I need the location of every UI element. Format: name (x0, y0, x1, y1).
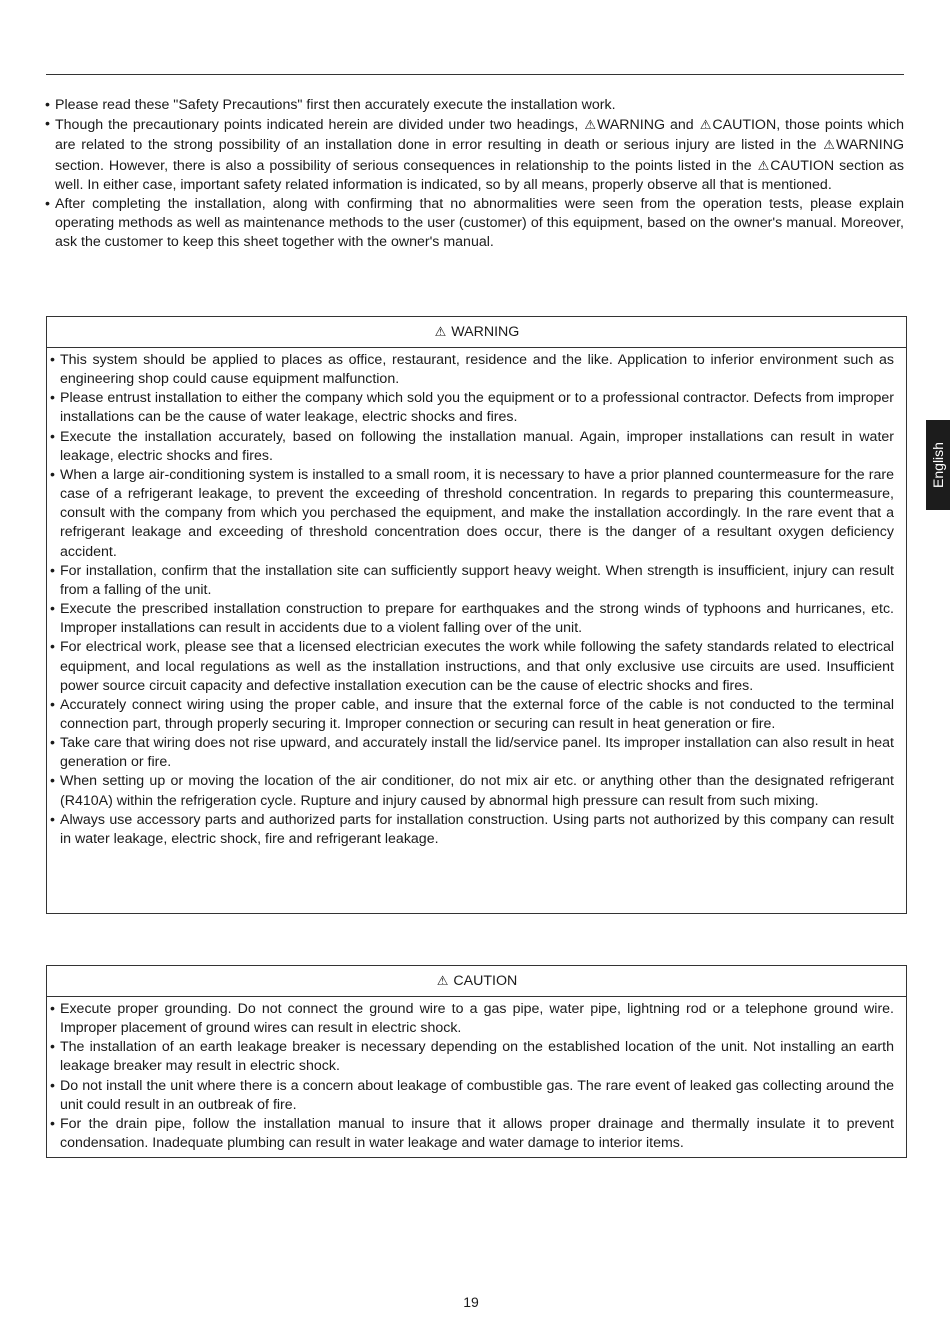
warning-list (47, 348, 906, 855)
language-tab-label: English (930, 442, 947, 488)
warning-item: • Execute the installation accurately, based on following the installation manual. Again, improper installations can result in water leakage, electric shocks and fires. (51, 428, 894, 466)
warning-header (47, 317, 906, 348)
warning-item: • Please entrust installation to either the company which sold you the equipment or to a professional contractor. Defects from improper installations can be the cause of water leakage, electric shocks and fires. (51, 389, 894, 427)
warning-item: • When a large air-conditioning system is installed to a small room, it is necessary to have a prior planned countermeasure for the rare case of a refrigerant leakage, to prevent the exceeding of threshold concentration. In regards to preparing this countermeasure, consult with the company from which you perchased the equipment, and make the installation accordingly. In the rare event that a refrigerant leakage and exceeding of threshold concentration does occur, there is the danger of a resultant oxygen deficiency accident. (51, 466, 894, 562)
language-tab (926, 420, 950, 510)
intro-text: Though the precautionary points indicated herein are divided under two headings, (55, 117, 584, 134)
warning-item: • Always use accessory parts and authorized parts for installation construction. Using parts not authorized by this company can result in water leakage, electric shock, fire and refrigerant leakage. (51, 811, 894, 849)
warning-triangle-icon: ⚠ (434, 324, 447, 339)
caution-header (47, 966, 906, 997)
top-divider (46, 74, 904, 75)
warning-title: WARNING (451, 324, 520, 340)
caution-item: • Execute proper grounding. Do not connect the ground wire to a gas pipe, water pipe, lightning rod or a telephone ground wire. Improper placement of ground wires can result in electric shock. (51, 1000, 894, 1038)
caution-box (46, 965, 907, 1158)
warning-triangle-icon: ⚠ (699, 117, 712, 133)
warning-triangle-icon: ⚠ (823, 137, 835, 153)
warning-item: • When setting up or moving the location of the air conditioner, do not mix air etc. or anything other than the designated refrigerant (R410A) within the refrigeration cycle. Rupture and injury caused by abnormal high pressure can result from such mixing. (51, 772, 894, 810)
intro-caution-label: CAUTION (712, 117, 777, 134)
warning-item: • For electrical work, please see that a licensed electrician executes the work while following the safety standards related to electrical equipment, and local regulations as well as the installation instructions, and that only exclusive use circuits are used. Insufficient power source circuit capacity and defective installation execution can be the cause of electric shocks and fires. (51, 638, 894, 695)
warning-triangle-icon: ⚠ (584, 117, 596, 133)
caution-title: CAUTION (453, 973, 518, 989)
warning-item: • Execute the prescribed installation construction to prepare for earthquakes and the strong winds of typhoons and hurricanes, etc. Improper installations can result in accidents due to a violent falling over of the unit. (51, 600, 894, 638)
intro-item: • After completing the installation, along with confirming that no abnormalities were seen from the operation tests, please explain operating methods as well as maintenance methods to the user (customer) of this equipment, based on the owner's manual. Moreover, ask the customer to keep this sheet together with the owner's manual. (46, 195, 904, 253)
warning-triangle-icon: ⚠ (436, 973, 449, 988)
page-number: 19 (463, 1294, 479, 1310)
warning-box (46, 316, 907, 914)
warning-item: • Accurately connect wiring using the proper cable, and insure that the external force of the cable is not conducted to the terminal connection part, through properly securing it. Improper connection or securing can result in heat generation or fire. (51, 696, 894, 734)
intro-item: • Please read these "Safety Precautions" first then accurately execute the installation work. (46, 96, 904, 115)
intro-item (46, 115, 904, 195)
warning-triangle-icon: ⚠ (757, 157, 770, 173)
warning-item: • For installation, confirm that the installation site can sufficiently support heavy weight. When strength is insufficient, injury can result from a falling of the unit. (51, 562, 894, 600)
warning-item: • This system should be applied to places as office, restaurant, residence and the like. Application to inferior environment such as engineering shop could cause equipment malfunction. (51, 351, 894, 389)
caution-item: • Do not install the unit where there is a concern about leakage of combustible gas. The rare event of leaked gas collecting around the unit could result in an outbreak of fire. (51, 1077, 894, 1115)
caution-item: • For the drain pipe, follow the installation manual to insure that it allows proper drainage and thermally insulate it to prevent condensation. Inadequate plumbing can result in water leakage and water damage to interior items. (51, 1115, 894, 1153)
intro-caution-label: CAUTION (770, 157, 835, 174)
warning-item: • Take care that wiring does not rise upward, and accurately install the lid/service panel. Its improper installation can also result in heat generation or fire. (51, 734, 894, 772)
intro-text: section. However, there is also a possibility of serious consequences in relationship to the points listed in the (55, 157, 757, 174)
intro-text: section as well. In either case, important safety related information is indicated, so by all means, properly observe all that is mentioned. (55, 157, 905, 193)
intro-warning-label: WARNING (835, 137, 904, 154)
intro-section (46, 96, 904, 253)
caution-item: • The installation of an earth leakage breaker is necessary depending on the established location of the unit. Not installing an earth leakage breaker may result in electric shock. (51, 1038, 894, 1076)
caution-list (47, 997, 906, 1159)
intro-text: and (665, 117, 699, 134)
intro-text: , those points which are related to the strong possibility of an installation done in error resulting in death or serious injury are listed in the (55, 117, 904, 154)
intro-warning-label: WARNING (596, 117, 666, 134)
